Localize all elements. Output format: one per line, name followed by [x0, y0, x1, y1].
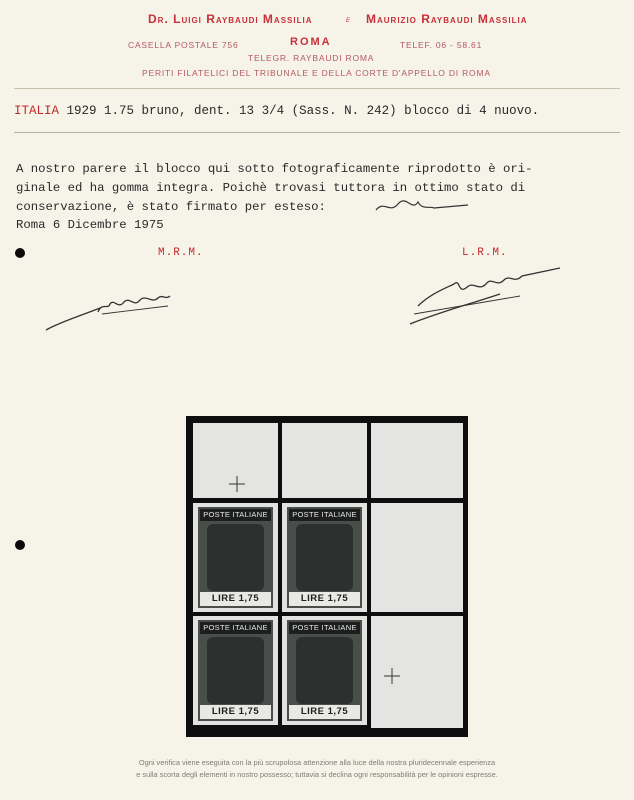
punch-hole-top: [15, 248, 25, 258]
signatory-left-initials: M.R.M.: [158, 247, 204, 259]
selvage-top-right: [371, 423, 463, 498]
stamp-caption: POSTE ITALIANE: [200, 622, 271, 634]
stamp-caption: POSTE ITALIANE: [200, 509, 271, 521]
footer-line-2: e sulla scorta degli elementi in nostro possesso; tuttavia si declina ogni responsabilità per le opinioni espresse.: [136, 770, 498, 779]
footer-line-1: Ogni verifica viene eseguita con la più scrupolosa attenzione alla luce della nostra pluridecennale esperienza: [138, 758, 496, 767]
stamp-bottom-right: [282, 616, 367, 725]
stamp-bottom-left: [193, 616, 278, 725]
letterhead-city: ROMA: [290, 36, 332, 48]
letterhead-right-name: Maurizio Raybaudi Massilia: [366, 12, 528, 26]
stamp-value: LIRE 1,75: [200, 592, 271, 606]
king-portrait: [207, 524, 264, 591]
description-text: 1929 1.75 bruno, dent. 13 3/4 (Sass. N. 242) blocco di 4 nuovo.: [66, 104, 540, 118]
country-label: ITALIA: [14, 104, 60, 118]
stamp-description: [14, 104, 539, 118]
opinion-line-3: conservazione, è stato firmato per esteso:: [16, 200, 326, 214]
signature-left: [40, 288, 190, 338]
king-portrait: [296, 637, 353, 704]
selvage-right-upper: [371, 503, 463, 612]
king-portrait: [296, 524, 353, 591]
selvage-top-middle: [282, 423, 367, 498]
letterhead-subtitle: PERITI FILATELICI DEL TRIBUNALE E DELLA CORTE D'APPELLO DI ROMA: [142, 68, 491, 78]
stamp-value: LIRE 1,75: [289, 705, 360, 719]
opinion-line-1: A nostro parere il blocco qui sotto fotograficamente riprodotto è ori-: [16, 162, 533, 176]
punch-hole-bottom: [15, 540, 25, 550]
description-divider: [14, 132, 620, 133]
letterhead-divider: [14, 88, 620, 89]
stamp-caption: POSTE ITALIANE: [289, 622, 360, 634]
stamp-caption: POSTE ITALIANE: [289, 509, 360, 521]
opinion-line-2: ginale ed ha gomma integra. Poichè trovasi tuttora in ottimo stato di: [16, 181, 526, 195]
letterhead-po-box: CASELLA POSTALE 756: [128, 40, 239, 50]
letterhead-left-name: Dr. Luigi Raybaudi Massilia: [148, 12, 313, 26]
signature-right: [400, 264, 570, 332]
registration-cross-icon: [384, 668, 400, 684]
king-portrait: [207, 637, 264, 704]
stamp-top-left: [193, 503, 278, 612]
letterhead-ampersand: e: [346, 14, 352, 24]
letterhead-telegram: TELEGR. RAYBAUDI ROMA: [248, 53, 375, 63]
letterhead-phone: TELEF. 06 - 58.61: [400, 40, 483, 50]
stamp-value: LIRE 1,75: [289, 592, 360, 606]
stamp-top-right: [282, 503, 367, 612]
certificate-date: Roma 6 Dicembre 1975: [16, 218, 164, 232]
signatory-right-initials: L.R.M.: [462, 247, 508, 259]
stamp-value: LIRE 1,75: [200, 705, 271, 719]
registration-cross-icon: [229, 476, 245, 492]
inline-signature: [372, 196, 472, 218]
